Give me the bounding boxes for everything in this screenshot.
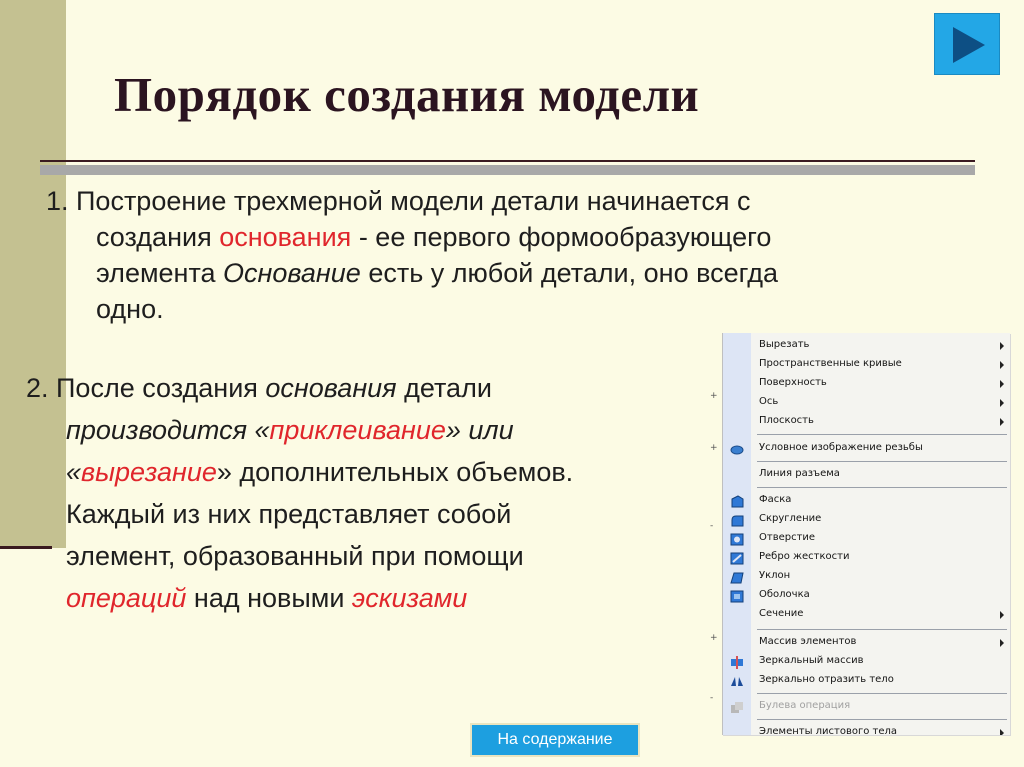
- submenu-arrow-icon: [1000, 380, 1004, 388]
- paragraph-1: [46, 183, 966, 327]
- menu-item-label: Отверстие: [759, 532, 816, 543]
- submenu-arrow-icon: [1000, 361, 1004, 369]
- menu-item-space-curves[interactable]: [723, 356, 1010, 375]
- highlight-eskizami: эскизами: [351, 583, 468, 613]
- menu-item-label: Вырезать: [759, 339, 810, 350]
- menu-item-label: Сечение: [759, 608, 804, 619]
- chamfer-icon: [730, 495, 744, 508]
- submenu-arrow-icon: [1000, 342, 1004, 350]
- menu-edge-strip: + + - + -: [710, 391, 718, 703]
- submenu-arrow-icon: [1000, 418, 1004, 426]
- submenu-arrow-icon: [1000, 639, 1004, 647]
- operations-context-menu: [722, 333, 1010, 735]
- menu-item-label: Фаска: [759, 494, 792, 505]
- menu-separator: [757, 461, 1007, 462]
- slide-title: Порядок создания модели: [114, 67, 700, 122]
- menu-item-surface[interactable]: [723, 375, 1010, 394]
- text: » или: [445, 415, 514, 445]
- menu-separator: [757, 719, 1007, 720]
- thread-icon: [730, 443, 744, 456]
- menu-separator: [757, 434, 1007, 435]
- submenu-arrow-icon: [1000, 729, 1004, 735]
- menu-item-mirror-body[interactable]: [723, 672, 1010, 691]
- menu-item-vyrezat[interactable]: [723, 337, 1010, 356]
- menu-item-label: Ось: [759, 396, 779, 407]
- menu-item-label: Зеркально отразить тело: [759, 674, 894, 685]
- menu-item-shell[interactable]: [723, 587, 1010, 606]
- paragraph-2-line-6: [26, 577, 726, 619]
- menu-item-label: Ребро жесткости: [759, 551, 850, 562]
- menu-item-plane[interactable]: [723, 413, 1010, 432]
- paragraph-2-line-4: Каждый из них представляет собой: [66, 499, 512, 529]
- menu-item-draft[interactable]: [723, 568, 1010, 587]
- menu-item-hole[interactable]: [723, 530, 1010, 549]
- text: производится «: [66, 415, 270, 445]
- paragraph-2-line-5: элемент, образованный при помощи: [66, 541, 524, 571]
- paragraph-1-line-2: [46, 219, 966, 255]
- menu-item-label: Элементы листового тела: [759, 726, 898, 735]
- paragraph-1-line-3: [46, 255, 966, 291]
- boolean-icon: [730, 701, 744, 714]
- highlight-prikleivanie: приклеивание: [269, 415, 446, 445]
- menu-item-boolean[interactable]: [723, 698, 1010, 717]
- paragraph-2-line-2: [26, 409, 726, 451]
- menu-item-label: Скругление: [759, 513, 822, 524]
- submenu-arrow-icon: [1000, 399, 1004, 407]
- shell-icon: [730, 590, 744, 603]
- menu-item-parting-line[interactable]: [723, 466, 1010, 485]
- text: - ее первого формообразующего: [351, 222, 772, 252]
- menu-item-label: Поверхность: [759, 377, 827, 388]
- highlight-vyrezanie: вырезание: [81, 457, 217, 487]
- text: над новыми: [186, 583, 352, 613]
- title-rule: [40, 160, 975, 162]
- text: детали: [396, 373, 492, 403]
- mirror-pattern-icon: [730, 656, 744, 669]
- highlight-operatsiy: операций: [66, 583, 187, 613]
- mirror-body-icon: [730, 675, 744, 688]
- menu-item-label: Массив элементов: [759, 636, 857, 647]
- menu-item-mirror-pattern[interactable]: [723, 653, 1010, 672]
- menu-item-chamfer[interactable]: [723, 492, 1010, 511]
- paragraph-2-line-1: [26, 367, 726, 409]
- draft-icon: [730, 571, 744, 584]
- paragraph-1-line-4: одно.: [96, 294, 164, 324]
- submenu-arrow-icon: [1000, 611, 1004, 619]
- text: есть у любой детали, оно всегда: [360, 258, 779, 288]
- menu-item-label: Плоскость: [759, 415, 814, 426]
- text: «: [66, 457, 82, 487]
- paragraph-1-line-1: 1. Построение трехмерной модели детали начинается с: [46, 186, 751, 216]
- highlight-osnovaniya: основания: [219, 222, 352, 252]
- italic-osnovaniya: основания: [265, 373, 397, 403]
- menu-separator: [757, 693, 1007, 694]
- rib-icon: [730, 552, 744, 565]
- menu-item-label: Линия разъема: [759, 468, 840, 479]
- menu-item-section[interactable]: [723, 606, 1010, 625]
- italic-osnovanie: Основание: [223, 258, 361, 288]
- menu-item-sheet-body[interactable]: [723, 724, 1010, 735]
- hole-icon: [730, 533, 744, 546]
- paragraph-2: [26, 367, 726, 619]
- menu-separator: [757, 487, 1007, 488]
- menu-item-label: Уклон: [759, 570, 791, 581]
- menu-item-pattern[interactable]: [723, 634, 1010, 653]
- menu-item-label: Зеркальный массив: [759, 655, 864, 666]
- play-icon: [949, 25, 989, 65]
- text: » дополнительных объемов.: [216, 457, 574, 487]
- menu-item-rib[interactable]: [723, 549, 1010, 568]
- menu-item-axis[interactable]: [723, 394, 1010, 413]
- menu-item-fillet[interactable]: [723, 511, 1010, 530]
- menu-item-label: Булева операция: [759, 700, 851, 711]
- title-rule-shadow: [40, 165, 975, 175]
- menu-separator: [757, 629, 1007, 630]
- menu-item-label: Оболочка: [759, 589, 810, 600]
- next-slide-button[interactable]: [934, 13, 1000, 75]
- menu-item-label: Условное изображение резьбы: [759, 442, 923, 453]
- menu-item-thread[interactable]: [723, 440, 1010, 459]
- contents-button[interactable]: На содержание: [470, 723, 640, 757]
- text: 2. После создания: [26, 373, 266, 403]
- paragraph-2-line-3: [26, 451, 726, 493]
- text: элемента: [96, 258, 224, 288]
- fillet-icon: [730, 514, 744, 527]
- text: создания: [96, 222, 220, 252]
- menu-item-label: Пространственные кривые: [759, 358, 902, 369]
